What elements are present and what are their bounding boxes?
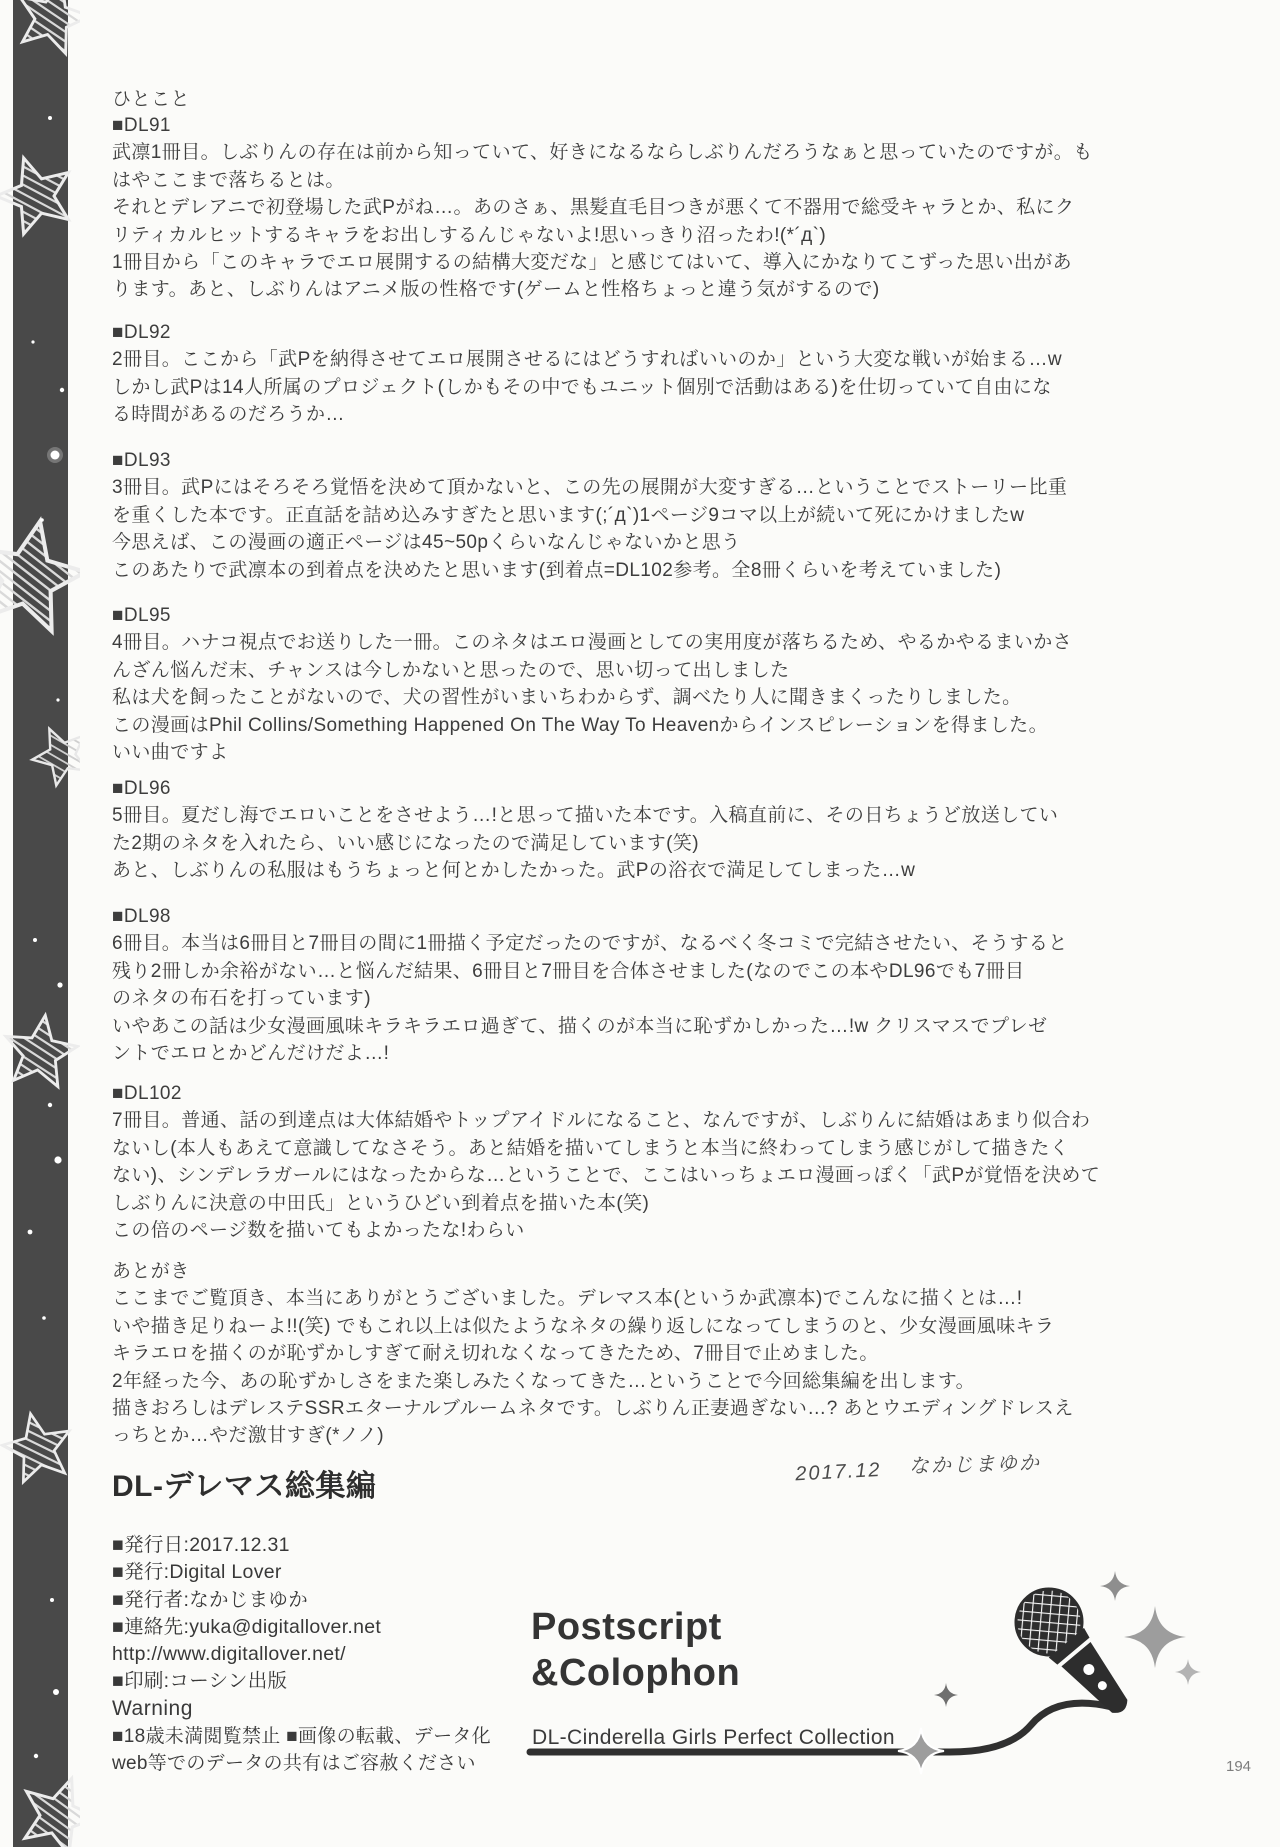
text-line: ない)、シンデレラガールにはなったからな…ということで、ここはいっちょエロ漫画っぽく「武Pが覚悟を決めて — [112, 1165, 1101, 1187]
warning-line: ■18歳未満閲覧禁止 ■画像の転載、データ化 — [112, 1726, 491, 1747]
text-line: る時間があるのだろうか… — [112, 404, 345, 426]
text-line: んざん悩んだ末、チャンスは今しかないと思ったので、思い切って出しました — [112, 659, 790, 681]
section-dl102 — [112, 1080, 1242, 1244]
publisher: ■発行:Digital Lover — [112, 1561, 282, 1584]
text-line: 残り2冊しか余裕がない…と悩んだ結果、6冊目と7冊目を合体させました(なのでこの本やDL96でも7冊目 — [112, 960, 1025, 982]
text-line: いい曲ですよ — [112, 741, 229, 763]
text-line: このあたりで武凛本の到着点を決めたと思います(到着点=DL102参考。全8冊くらいを考えていました) — [112, 559, 1002, 581]
text-line: 7冊目。普通、話の到達点は大体結婚やトップアイドルになること、なんですが、しぶりんに結婚はあまり似合わ — [112, 1110, 1091, 1132]
text-line: 2年経った今、あの恥ずかしさをまた楽しみたくなってきた…ということで今回総集編を出します。 — [112, 1370, 976, 1392]
text-line: っちとか…やだ激甘すぎ(*ノノ) — [112, 1425, 384, 1447]
text-line: それとデレアニで初登場した武Pがね…。あのさぁ、黒髪直毛目つきが悪くて不器用で総受キャラとか、私にク — [112, 197, 1075, 219]
text-line: ントでエロとかどんだけだよ…! — [112, 1042, 390, 1064]
text-line: 描きおろしはデレステSSRエターナルブルームネタです。しぶりん正妻過ぎない…? あとウエディングドレスえ — [112, 1397, 1074, 1419]
section-title: ■DL96 — [112, 778, 171, 799]
text-line: いやあこの話は少女漫画風味キラキラエロ過ぎて、描くのが本当に恥ずかしかった…!w クリスマスでプレゼ — [112, 1015, 1048, 1037]
text-line: しかし武Pは14人所属のプロジェクト(しかもその中でもユニット個別で活動はある)を仕切っていて自由にな — [112, 376, 1052, 398]
text-line: 5冊目。夏だし海でエロいことをさせよう…!と思って描いた本です。入稿直前に、その日ちょうど放送してい — [112, 805, 1059, 827]
warning-title: Warning — [112, 1697, 193, 1720]
text-line: この倍のページ数を描いてもよかったな!わらい — [112, 1219, 525, 1241]
author: ■発行者:なかじまゆか — [112, 1588, 308, 1611]
section-dl96 — [112, 775, 1242, 885]
section-title: ■DL98 — [112, 906, 171, 927]
colophon-info — [112, 1532, 381, 1696]
text-line: ここまでご覧頂き、本当にありがとうございました。デレマス本(というか武凛本)でこんなに描くとは…! — [112, 1288, 1023, 1310]
section-title: ■DL92 — [112, 322, 171, 343]
contact-email: ■連絡先:yuka@digitallover.net — [112, 1615, 382, 1638]
text-line: のネタの布石を打っています) — [112, 988, 371, 1010]
text-line: 私は犬を飼ったことがないので、犬の習性がいまいちわからず、調べたり人に聞きまくったりしました。 — [112, 687, 1022, 709]
text-line: 4冊目。ハナコ視点でお送りした一冊。このネタはエロ漫画としての実用度が落ちるため、やるかやるまいかさ — [112, 632, 1073, 654]
publish-date: ■発行日:2017.12.31 — [112, 1534, 290, 1556]
postscript-decoration — [500, 1555, 1280, 1840]
page-number: 194 — [1226, 1758, 1252, 1775]
section-title: ■DL95 — [112, 605, 171, 626]
text-line: 3冊目。武Pにはそろそろ覚悟を決めて頂かないと、この先の展開が大変すぎる…ということでストーリー比重 — [112, 477, 1068, 499]
text-line: ないし(本人もあえて意識してなさそう。あと結婚を描いてしまうと本当に終わってしまう感じがして描きたく — [112, 1137, 1070, 1159]
colophon-word: &Colophon — [531, 1652, 741, 1694]
text-line: いや描き足りねーよ!!(笑) でもこれ以上は似たようなネタの繰り返しになってしまうのと、少女漫画風味キラ — [112, 1315, 1055, 1337]
section-dl91 — [112, 112, 1242, 304]
text-line: 2冊目。ここから「武Pを納得させてエロ展開させるにはどうすればいいのか」という大変な戦いが始まる…w — [112, 349, 1062, 371]
warning-line: web等でのデータの共有はご容赦ください — [112, 1752, 476, 1774]
signature-name: なかじまゆか — [909, 1452, 1042, 1478]
section-dl93 — [112, 447, 1242, 584]
section-title: ■DL93 — [112, 450, 171, 471]
microphone-icon — [1003, 1576, 1149, 1732]
text-line: を重くした本です。正直話を詰め込みすぎたと思います(;´д`)1ページ9コマ以上が続いて死にかけましたw — [112, 504, 1025, 526]
text-line: しぶりんに決意の中田氏」というひどい到着点を描いた本(笑) — [112, 1192, 650, 1214]
postscript-word: Postscript — [531, 1606, 722, 1648]
section-dl98 — [112, 903, 1242, 1067]
text-line: はやここまで落ちるとは。 — [112, 169, 345, 191]
section-dl95 — [112, 602, 1242, 766]
section-title: ■DL91 — [112, 115, 171, 136]
text-line: 6冊目。本当は6冊目と7冊目の間に1冊描く予定だったのですが、なるべく冬コミで完結させたい、そうすると — [112, 933, 1068, 955]
text-line: 武凛1冊目。しぶりんの存在は前から知っていて、好きになるならしぶりんだろうなぁと思っていたのですが。も — [112, 142, 1093, 164]
afterword-title: あとがき — [112, 1261, 190, 1282]
text-line: あと、しぶりんの私服はもうちょっと何とかしたかった。武Pの浴衣で満足してしまった…w — [112, 860, 916, 882]
page-heading: ひとこと — [112, 89, 191, 110]
text-line: 1冊目から「このキャラでエロ展開するの結構大変だな」と感じてはいて、導入にかなりてこずった思い出があ — [112, 251, 1073, 273]
signature-date: 2017.12 — [794, 1458, 883, 1486]
strip-background — [13, 0, 68, 1847]
collection-subtitle: DL-Cinderella Girls Perfect Collection — [532, 1726, 895, 1749]
text-line: リティカルヒットするキャラをお出しするんじゃないよ!思いっきり沼ったわ!(*´д`) — [112, 224, 827, 246]
website-url: http://www.digitallover.net/ — [112, 1643, 346, 1666]
text-line: た2期のネタを入れたら、いい感じになったので満足しています(笑) — [112, 832, 700, 854]
text-line: この漫画はPhil Collins/Something Happened On The Way To Heavenからインスピレーションを得ました。 — [112, 714, 1048, 736]
section-title: ■DL102 — [112, 1083, 182, 1104]
afterword-section — [112, 1258, 1242, 1450]
text-line: キラエロを描くのが恥ずかしすぎて耐え切れなくなってきたため、7冊目で止めました。 — [112, 1343, 879, 1365]
printer: ■印刷:コーシン出版 — [112, 1670, 288, 1693]
text-line: 今思えば、この漫画の適正ページは45~50pくらいなんじゃないかと思う — [112, 532, 741, 554]
microphone-cable — [530, 1703, 1112, 1752]
starry-border-strip — [0, 0, 80, 1847]
book-title: DL-デレマス総集編 — [112, 1470, 377, 1503]
warning-text — [112, 1724, 491, 1777]
text-line: ります。あと、しぶりんはアニメ版の性格です(ゲームと性格ちょっと違う気がするので) — [112, 279, 880, 301]
section-dl92 — [112, 319, 1242, 429]
author-signature — [794, 1445, 1041, 1487]
